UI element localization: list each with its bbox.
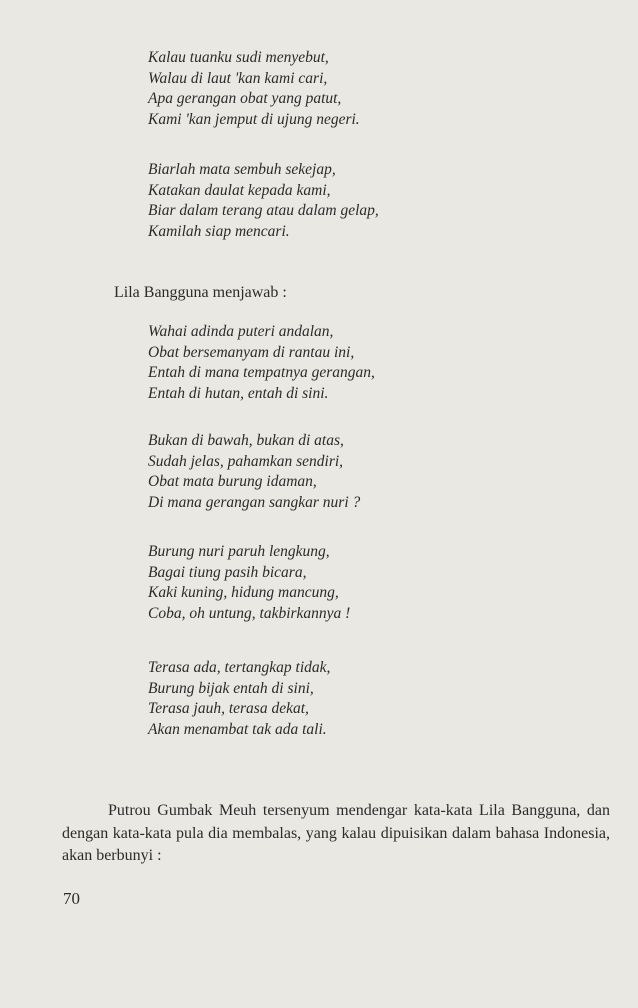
poem-stanza-1: [148, 48, 360, 130]
poem-line: Sudah jelas, pahamkan sendiri,: [148, 452, 344, 470]
poem-line: Burung bijak entah di sini,: [148, 679, 314, 697]
poem-line: Biarlah mata sembuh sekejap,: [148, 161, 336, 178]
poem-stanza-2: [148, 160, 379, 242]
poem-line: Bagai tiung pasih bicara,: [148, 563, 307, 581]
poem-line: Biar dalam terang atau dalam gelap,: [148, 202, 379, 219]
poem-stanza-5: [148, 542, 350, 624]
poem-line: Coba, oh untung, takbirkannya !: [148, 604, 351, 622]
poem-line: Kami 'kan jemput di ujung negeri.: [148, 110, 360, 128]
paragraph-text: Putrou Gumbak Meuh tersenyum mendengar kata-kata Lila Bangguna, dan dengan kata-kata pula dia membalas, yang kalau dipuisikan dalam bahasa Indonesia, akan berbunyi :: [62, 802, 610, 864]
page-number: 70: [63, 889, 80, 908]
poem-line: Terasa jauh, terasa dekat,: [148, 700, 309, 717]
narrative-paragraph: [62, 800, 610, 868]
speaker-line: Lila Bangguna menjawab :: [114, 284, 287, 301]
poem-stanza-3: [148, 322, 375, 404]
poem-line: Di mana gerangan sangkar nuri ?: [148, 493, 361, 511]
poem-line: Kalau tuanku sudi menyebut,: [148, 49, 329, 66]
poem-line: Kaki kuning, hidung mancung,: [148, 584, 339, 601]
poem-line: Katakan daulat kepada kami,: [148, 181, 331, 199]
poem-line: Terasa ada, tertangkap tidak,: [148, 659, 331, 676]
poem-line: Walau di laut 'kan kami cari,: [148, 69, 328, 87]
poem-line: Entah di hutan, entah di sini.: [148, 384, 329, 402]
poem-line: Bukan di bawah, bukan di atas,: [148, 432, 344, 449]
poem-line: Entah di mana tempatnya gerangan,: [148, 364, 375, 381]
poem-line: Burung nuri paruh lengkung,: [148, 543, 330, 560]
poem-line: Obat mata burung idaman,: [148, 473, 317, 490]
poem-stanza-6: [148, 658, 330, 740]
poem-stanza-4: [148, 431, 360, 513]
poem-line: Obat bersemanyam di rantau ini,: [148, 343, 355, 361]
poem-line: Apa gerangan obat yang patut,: [148, 90, 342, 107]
poem-line: Akan menambat tak ada tali.: [148, 720, 327, 738]
poem-line: Kamilah siap mencari.: [148, 222, 290, 240]
poem-line: Wahai adinda puteri andalan,: [148, 323, 334, 340]
